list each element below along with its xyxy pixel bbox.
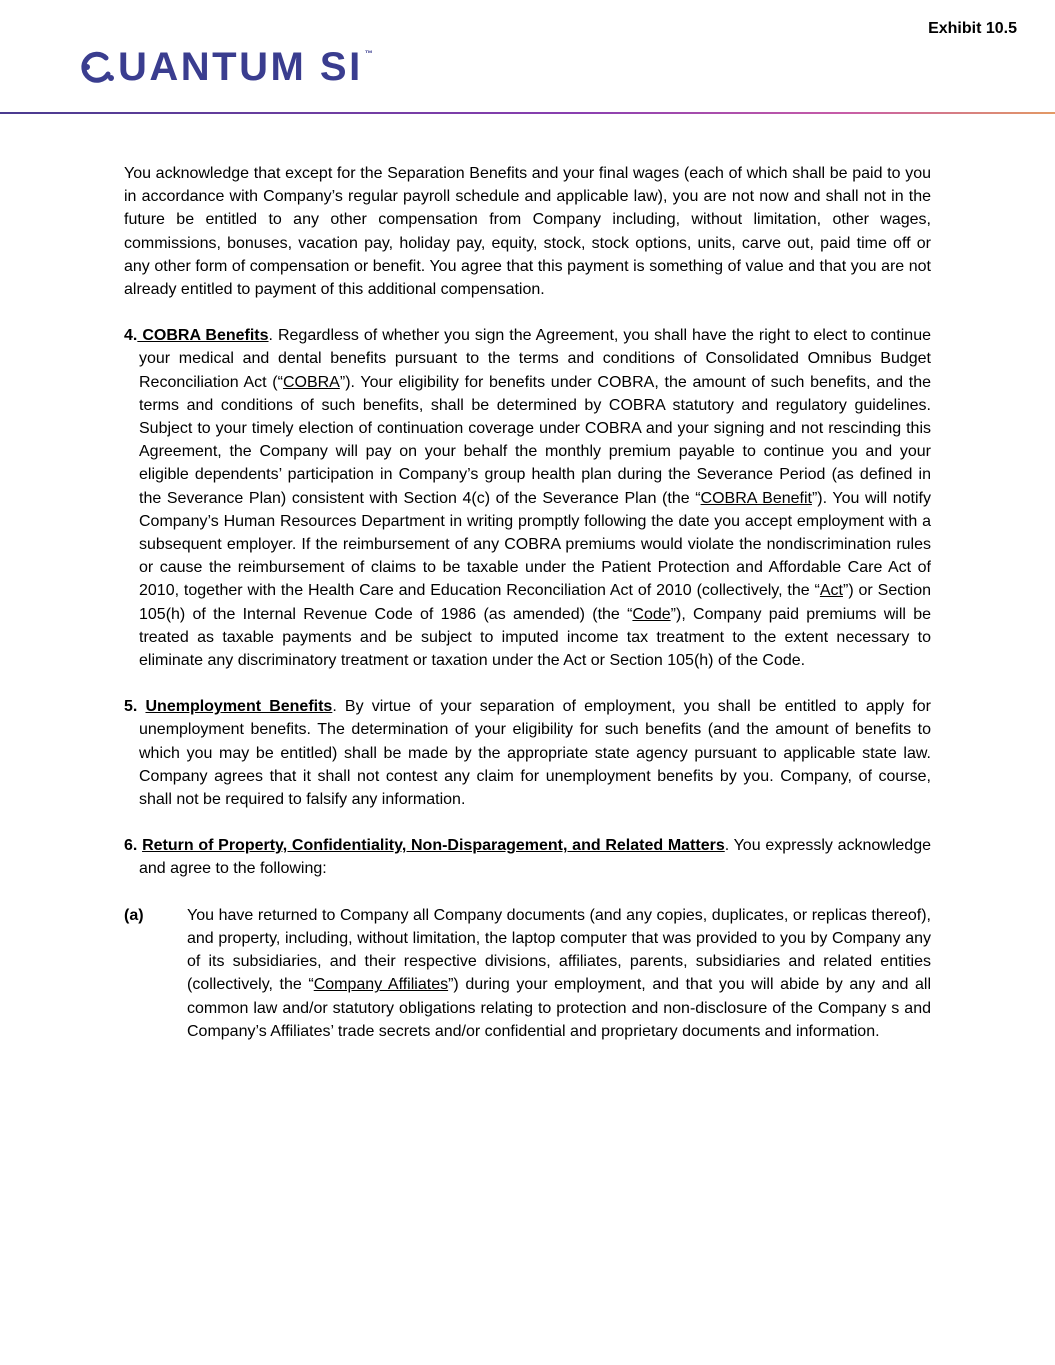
logo-trademark: ™ — [364, 48, 373, 58]
logo-q-mark-icon — [80, 50, 118, 84]
section-4-cobra-benefits — [124, 324, 931, 672]
document-body — [124, 162, 931, 1043]
defined-term-cobra-benefit: COBRA Benefit — [700, 489, 812, 507]
section-number: 5. — [124, 698, 138, 716]
defined-term-cobra: COBRA — [282, 373, 340, 391]
section-text: ”). Your eligibility for benefits under COBRA, the amount of such benefits, and the terms and conditions of such benefits, shall be determined by COBRA statutory and regulatory guidelines. Subject to your timely election of continuation coverage under COBRA and your signing and not rescinding this Agreement, the Company will pay on your behalf the monthly premium payable to continue you and your eligible dependents’ participation in Company’s group health plan during the Severance Period (as defined in the Severance Plan) consistent with Section 4(c) of the Severance Plan (the “ — [139, 373, 932, 507]
subsection-text-part: ”) during your employment, and that you will abide by any and all common law and/or statutory obligations relating to protection and non-disclosure of the Company s and Company’s Affiliates’ trade secrets and/or confidential and proprietary documents and information. — [187, 976, 932, 1040]
logo-wordmark: UANTUM SI — [118, 44, 363, 89]
subsection-text — [187, 904, 931, 1043]
subsection-label: (a) — [124, 906, 144, 924]
intro-paragraph: You acknowledge that except for the Separation Benefits and your final wages (each of which shall be paid to you in accordance with Company’s regular payroll schedule and applicable law), you are not now and shall not in the future be entitled to any other compensation from Company including, without limitation, other wages, commissions, bonuses, vacation pay, holiday pay, equity, stock, stock options, units, carve out, paid time off or any other form of compensation or benefit. You agree that this payment is something of value and that you are not already entitled to payment of this additional compensation. — [124, 165, 931, 299]
section-5-unemployment-benefits — [124, 695, 931, 811]
section-heading: Return of Property, Confidentiality, Non-Disparagement, and Related Matters — [142, 837, 725, 855]
section-text: . You expressly acknowledge and agree to the following: — [139, 837, 931, 878]
subsection-a — [124, 904, 931, 1043]
section-heading: Unemployment Benefits — [145, 698, 333, 716]
section-text: ”), Company paid premiums will be treated as taxable payments and be subject to imputed income tax treatment to the extent necessary to eliminate any discriminatory treatment or taxation under the Act or Section 105(h) of the Code. — [139, 605, 931, 670]
defined-term-act: Act — [819, 582, 843, 600]
defined-term-company-affiliates: Company Affiliates — [313, 976, 449, 994]
section-text: . Regardless of whether you sign the Agreement, you shall have the right to elect to continue your medical and dental benefits pursuant to the terms and conditions of Consolidated Omnibus Budget Reconciliation Act (“ — [139, 327, 931, 391]
section-number: 6. — [124, 837, 138, 855]
section-6-return-of-property — [124, 834, 931, 880]
defined-term-code: Code — [632, 605, 671, 623]
section-text: ”) or Section 105(h) of the Internal Revenue Code of 1986 (as amended) (the “ — [139, 582, 932, 623]
section-number: 4. — [124, 327, 138, 345]
subsection-text-part: You have returned to Company all Company documents (and any copies, duplicates, or replicas thereof), and property, including, without limitation, the laptop computer that was provided to you by Company any of its subsidiaries, and their respective divisions, affiliates, parents, subsidiaries and related entities (collectively, the “ — [187, 906, 931, 994]
quantum-si-logo — [80, 42, 373, 92]
section-heading: COBRA Benefits — [137, 327, 269, 345]
section-text: ”). You will notify Company’s Human Resources Department in writing promptly following the date you accept employment with a subsequent employer. If the reimbursement of any COBRA premiums would violate the nondiscrimination rules or cause the reimbursement of claims to be taxable under the Patient Protection and Affordable Care Act of 2010, together with the Health Care and Education Reconciliation Act of 2010 (collectively, the “ — [139, 489, 932, 600]
exhibit-label: Exhibit 10.5 — [928, 20, 1017, 37]
section-text: . By virtue of your separation of employment, you shall be entitled to apply for unemployment benefits. The determination of your eligibility for such benefits (and the amount of benefits to which you may be entitled) shall be made by the appropriate state agency pursuant to applicable state law. Company agrees that it shall not contest any claim for unemployment benefits by you. Company, of course, shall not be required to falsify any information. — [139, 698, 931, 809]
header-divider — [0, 112, 1055, 114]
